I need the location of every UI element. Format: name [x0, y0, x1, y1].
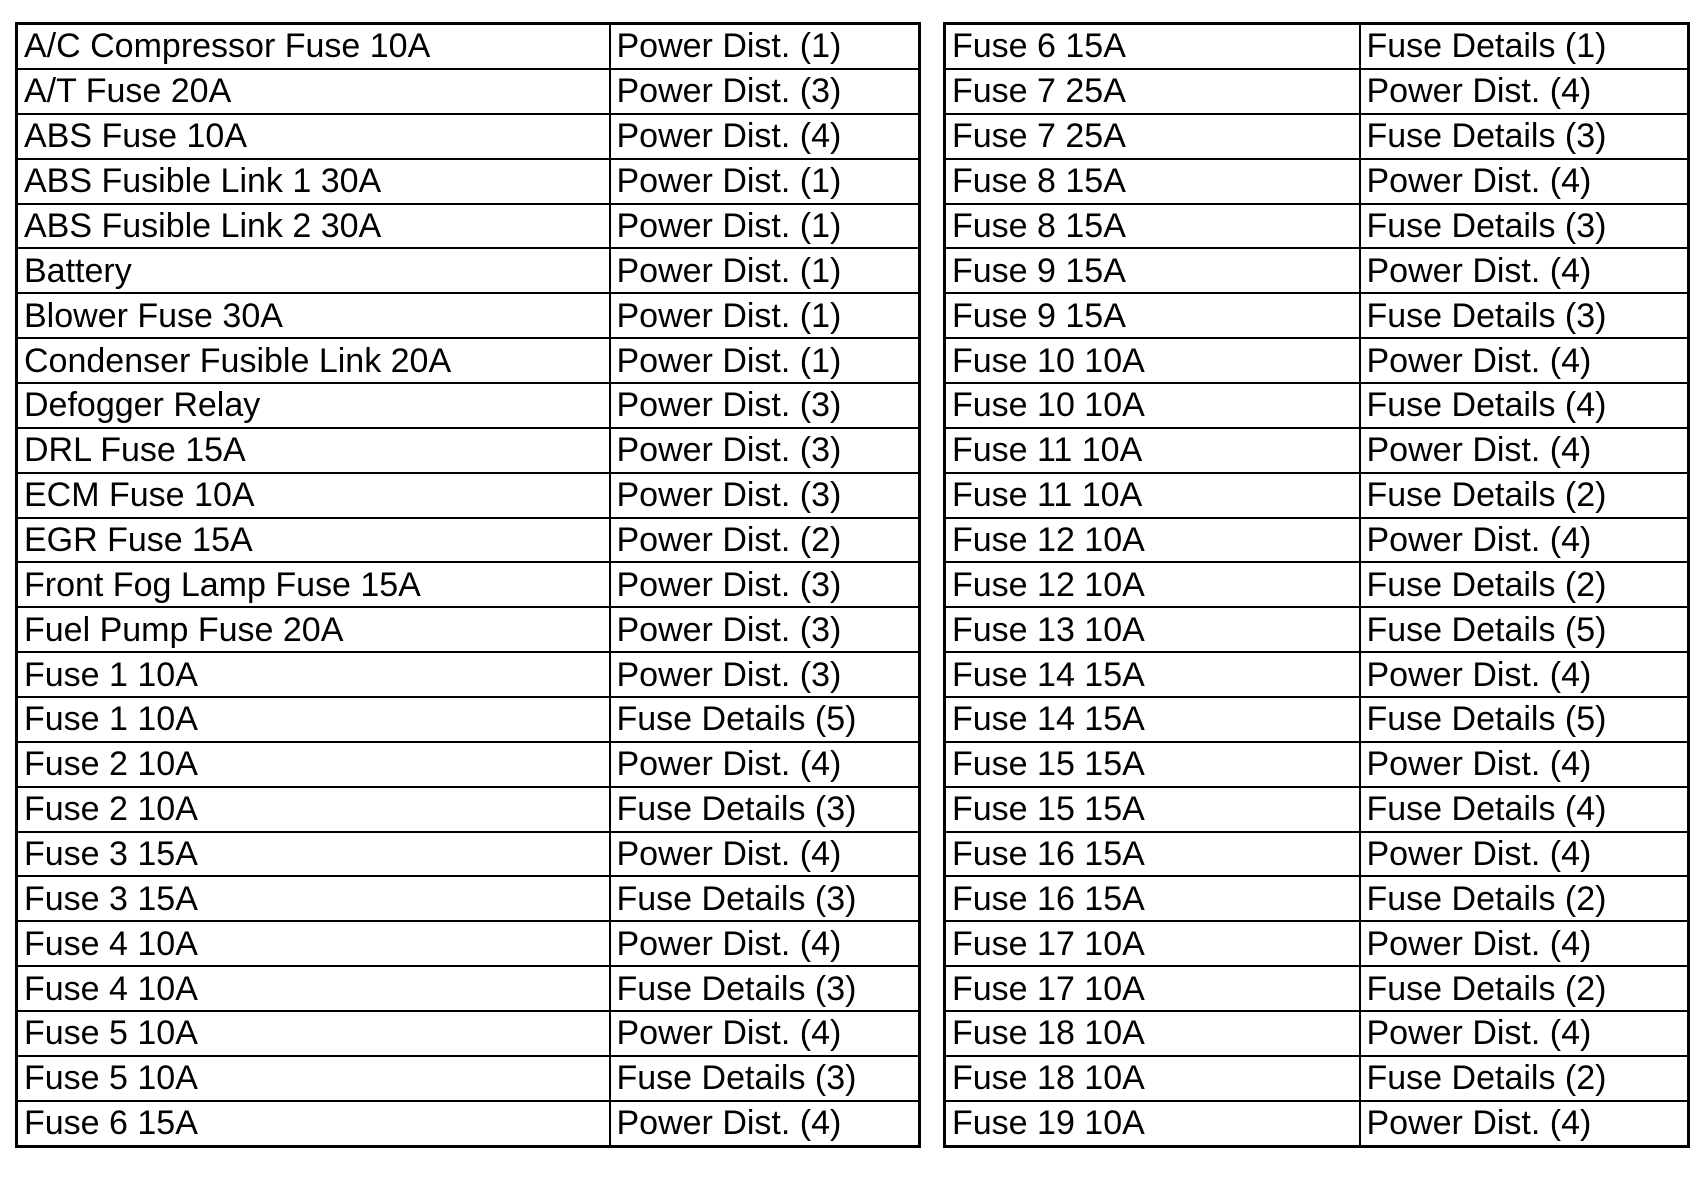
component-cell: Fuse 11 10A: [945, 473, 1360, 518]
table-row: [945, 1056, 1689, 1101]
component-cell: Fuse 9 15A: [945, 248, 1360, 293]
location-cell: Fuse Details (2): [1360, 473, 1689, 518]
table-row: [945, 1011, 1689, 1056]
component-cell: Fuse 1 10A: [17, 697, 610, 742]
location-cell: Fuse Details (2): [1360, 966, 1689, 1011]
location-cell: Fuse Details (3): [610, 966, 920, 1011]
table-row: [17, 383, 920, 428]
table-row: [945, 383, 1689, 428]
table-row: [17, 473, 920, 518]
component-cell: Fuse 12 10A: [945, 562, 1360, 607]
table-row: [17, 652, 920, 697]
component-cell: Fuse 18 10A: [945, 1011, 1360, 1056]
location-cell: Fuse Details (4): [1360, 787, 1689, 832]
table-row: [17, 338, 920, 383]
location-cell: Fuse Details (3): [610, 787, 920, 832]
location-cell: Power Dist. (1): [610, 338, 920, 383]
component-cell: Fuse 10 10A: [945, 383, 1360, 428]
table-row: [945, 24, 1689, 69]
component-cell: ABS Fusible Link 2 30A: [17, 204, 610, 249]
location-cell: Power Dist. (4): [610, 1011, 920, 1056]
location-cell: Power Dist. (4): [1360, 69, 1689, 114]
table-row: [17, 204, 920, 249]
table-row: [17, 697, 920, 742]
component-cell: Condenser Fusible Link 20A: [17, 338, 610, 383]
table-row: [945, 428, 1689, 473]
location-cell: Power Dist. (1): [610, 248, 920, 293]
table-row: [945, 159, 1689, 204]
location-cell: Power Dist. (2): [610, 518, 920, 563]
left-index-table: [15, 22, 921, 1148]
left-index-body: [17, 24, 920, 1147]
location-cell: Power Dist. (3): [610, 383, 920, 428]
component-cell: Fuse 7 25A: [945, 69, 1360, 114]
location-cell: Power Dist. (4): [1360, 832, 1689, 877]
location-cell: Power Dist. (4): [1360, 518, 1689, 563]
location-cell: Power Dist. (4): [1360, 248, 1689, 293]
table-row: [945, 293, 1689, 338]
location-cell: Power Dist. (3): [610, 428, 920, 473]
location-cell: Power Dist. (4): [1360, 921, 1689, 966]
component-cell: Defogger Relay: [17, 383, 610, 428]
component-cell: Fuse 16 15A: [945, 876, 1360, 921]
location-cell: Fuse Details (5): [610, 697, 920, 742]
table-row: [945, 832, 1689, 877]
component-cell: Fuse 15 15A: [945, 742, 1360, 787]
location-cell: Fuse Details (2): [1360, 1056, 1689, 1101]
component-cell: A/T Fuse 20A: [17, 69, 610, 114]
table-row: [17, 921, 920, 966]
location-cell: Power Dist. (3): [610, 607, 920, 652]
location-cell: Fuse Details (2): [1360, 876, 1689, 921]
table-row: [945, 742, 1689, 787]
table-row: [17, 159, 920, 204]
location-cell: Power Dist. (4): [1360, 1101, 1689, 1147]
location-cell: Power Dist. (3): [610, 473, 920, 518]
component-cell: Front Fog Lamp Fuse 15A: [17, 562, 610, 607]
table-row: [945, 338, 1689, 383]
location-cell: Power Dist. (3): [610, 652, 920, 697]
component-cell: Fuse 2 10A: [17, 742, 610, 787]
component-cell: Fuse 12 10A: [945, 518, 1360, 563]
location-cell: Power Dist. (3): [610, 69, 920, 114]
location-cell: Power Dist. (4): [1360, 338, 1689, 383]
table-row: [945, 69, 1689, 114]
table-row: [17, 742, 920, 787]
component-cell: Fuse 2 10A: [17, 787, 610, 832]
location-cell: Power Dist. (1): [610, 293, 920, 338]
table-row: [945, 1101, 1689, 1147]
component-cell: Fuse 11 10A: [945, 428, 1360, 473]
component-cell: A/C Compressor Fuse 10A: [17, 24, 610, 69]
component-cell: Fuse 3 15A: [17, 876, 610, 921]
table-row: [17, 1011, 920, 1056]
component-cell: Fuse 15 15A: [945, 787, 1360, 832]
location-cell: Fuse Details (3): [610, 1056, 920, 1101]
table-row: [17, 966, 920, 1011]
location-cell: Fuse Details (3): [1360, 204, 1689, 249]
component-cell: Fuse 1 10A: [17, 652, 610, 697]
location-cell: Power Dist. (4): [610, 832, 920, 877]
right-index-table: [943, 22, 1690, 1148]
table-row: [17, 562, 920, 607]
table-row: [17, 293, 920, 338]
location-cell: Power Dist. (1): [610, 24, 920, 69]
location-cell: Power Dist. (4): [610, 1101, 920, 1147]
table-row: [945, 518, 1689, 563]
table-row: [945, 966, 1689, 1011]
table-row: [945, 248, 1689, 293]
component-cell: Fuse 4 10A: [17, 921, 610, 966]
location-cell: Power Dist. (4): [1360, 428, 1689, 473]
location-cell: Fuse Details (1): [1360, 24, 1689, 69]
location-cell: Power Dist. (1): [610, 204, 920, 249]
component-cell: Fuse 3 15A: [17, 832, 610, 877]
table-row: [945, 652, 1689, 697]
component-cell: Fuse 4 10A: [17, 966, 610, 1011]
table-row: [945, 562, 1689, 607]
component-cell: Fuse 10 10A: [945, 338, 1360, 383]
location-cell: Power Dist. (4): [1360, 652, 1689, 697]
component-cell: Fuse 17 10A: [945, 921, 1360, 966]
table-row: [945, 921, 1689, 966]
table-row: [17, 876, 920, 921]
component-cell: ECM Fuse 10A: [17, 473, 610, 518]
component-cell: DRL Fuse 15A: [17, 428, 610, 473]
component-cell: ABS Fuse 10A: [17, 114, 610, 159]
table-row: [17, 24, 920, 69]
table-row: [945, 787, 1689, 832]
component-cell: Fuse 14 15A: [945, 652, 1360, 697]
component-cell: EGR Fuse 15A: [17, 518, 610, 563]
component-cell: Fuse 17 10A: [945, 966, 1360, 1011]
component-cell: Fuse 19 10A: [945, 1101, 1360, 1147]
location-cell: Fuse Details (2): [1360, 562, 1689, 607]
location-cell: Fuse Details (3): [1360, 114, 1689, 159]
component-cell: Fuse 9 15A: [945, 293, 1360, 338]
table-row: [17, 69, 920, 114]
component-cell: Fuse 13 10A: [945, 607, 1360, 652]
location-cell: Fuse Details (5): [1360, 697, 1689, 742]
table-row: [17, 1056, 920, 1101]
location-cell: Power Dist. (4): [610, 114, 920, 159]
table-row: [17, 114, 920, 159]
table-row: [17, 428, 920, 473]
component-cell: Fuse 5 10A: [17, 1011, 610, 1056]
component-cell: ABS Fusible Link 1 30A: [17, 159, 610, 204]
table-row: [945, 607, 1689, 652]
table-row: [945, 114, 1689, 159]
component-cell: Fuse 8 15A: [945, 159, 1360, 204]
table-row: [945, 204, 1689, 249]
table-row: [17, 248, 920, 293]
component-cell: Fuse 5 10A: [17, 1056, 610, 1101]
table-row: [17, 518, 920, 563]
location-cell: Power Dist. (4): [610, 921, 920, 966]
component-cell: Blower Fuse 30A: [17, 293, 610, 338]
location-cell: Power Dist. (3): [610, 562, 920, 607]
location-cell: Power Dist. (1): [610, 159, 920, 204]
component-cell: Fuse 7 25A: [945, 114, 1360, 159]
component-cell: Fuse 8 15A: [945, 204, 1360, 249]
table-row: [17, 607, 920, 652]
location-cell: Power Dist. (4): [1360, 742, 1689, 787]
component-cell: Fuse 16 15A: [945, 832, 1360, 877]
table-row: [945, 473, 1689, 518]
table-row: [945, 697, 1689, 742]
component-cell: Fuel Pump Fuse 20A: [17, 607, 610, 652]
table-row: [945, 876, 1689, 921]
location-cell: Power Dist. (4): [610, 742, 920, 787]
location-cell: Fuse Details (4): [1360, 383, 1689, 428]
right-index-body: [945, 24, 1689, 1147]
component-cell: Battery: [17, 248, 610, 293]
table-row: [17, 832, 920, 877]
location-cell: Fuse Details (3): [610, 876, 920, 921]
component-cell: Fuse 18 10A: [945, 1056, 1360, 1101]
component-cell: Fuse 6 15A: [17, 1101, 610, 1147]
location-cell: Power Dist. (4): [1360, 1011, 1689, 1056]
table-row: [17, 1101, 920, 1147]
table-row: [17, 787, 920, 832]
location-cell: Fuse Details (3): [1360, 293, 1689, 338]
component-cell: Fuse 6 15A: [945, 24, 1360, 69]
location-cell: Power Dist. (4): [1360, 159, 1689, 204]
component-cell: Fuse 14 15A: [945, 697, 1360, 742]
location-cell: Fuse Details (5): [1360, 607, 1689, 652]
